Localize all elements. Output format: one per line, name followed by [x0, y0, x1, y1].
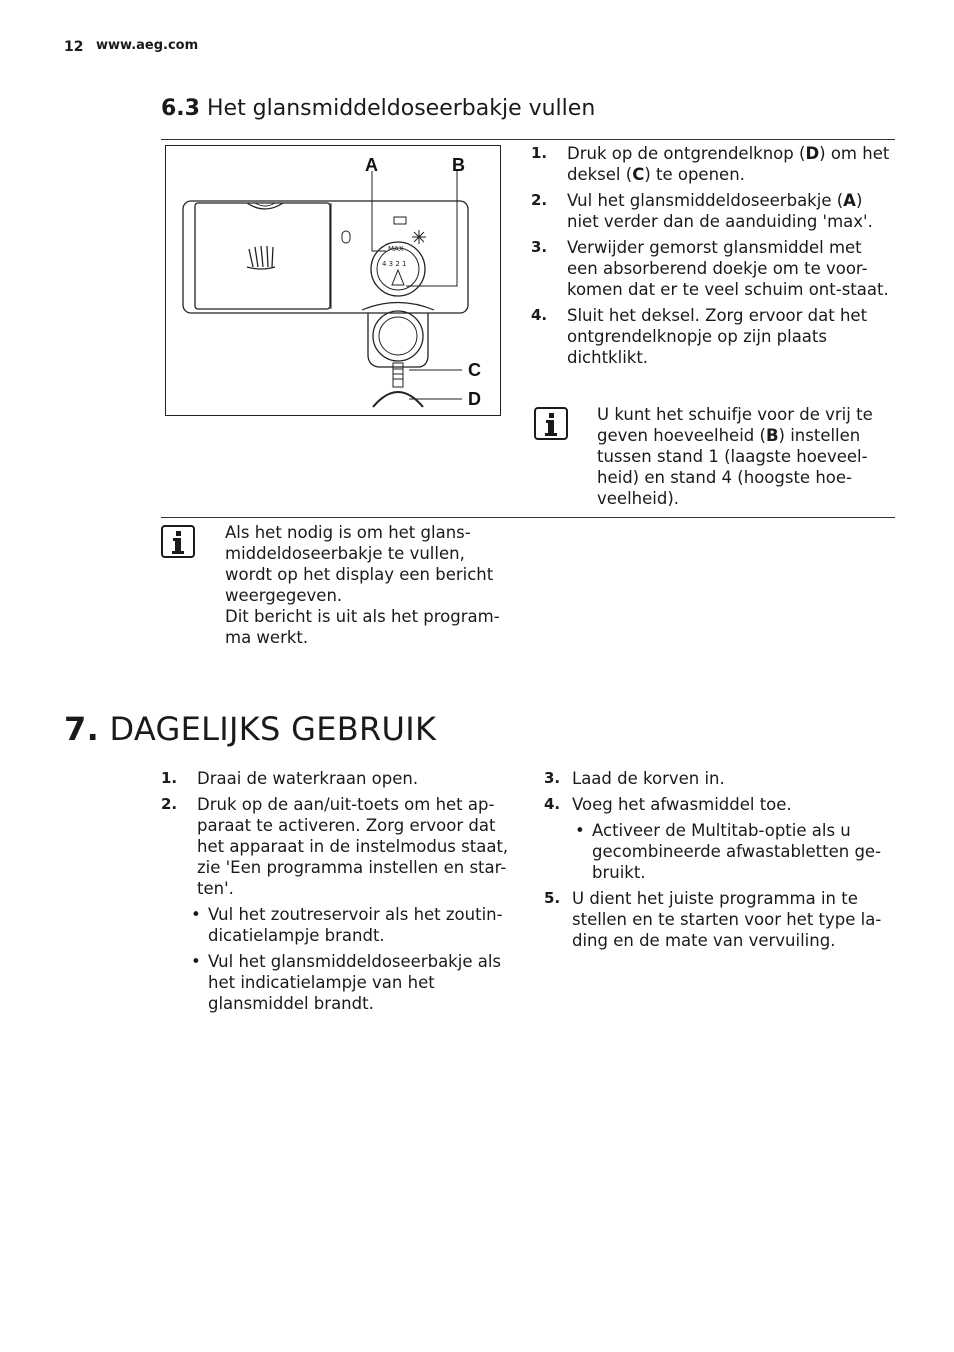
- label-a: A: [365, 155, 378, 175]
- label-b: B: [452, 155, 465, 175]
- section-title: [161, 96, 595, 121]
- max-marking: MAX: [388, 245, 404, 253]
- list-item: [531, 305, 891, 368]
- step-text: ) niet verder dan de aanduiding 'max'.: [567, 191, 873, 231]
- step-text: Druk op de aan/uit-toets om het ap-paraat te activeren. Zorg ervoor dat het apparaat in de instelmodus staat, zie 'Een programma instellen en star-ten'.: [197, 795, 509, 898]
- step-number: 4.: [531, 306, 548, 324]
- step-number: 1.: [531, 144, 548, 162]
- step-text: ) te openen.: [644, 165, 745, 184]
- label-d: D: [468, 389, 481, 409]
- key-b: B: [765, 426, 779, 445]
- list-item: [544, 768, 896, 789]
- list-item: [161, 768, 513, 789]
- steps-list: [161, 768, 513, 899]
- step-text: U dient het juiste programma in te stellen en te starten voor het type la-ding en de mate van vervuiling.: [572, 889, 882, 950]
- section-top-rule: [161, 139, 895, 140]
- info-icon: [534, 407, 568, 440]
- note-text: Dit bericht is uit als het program-ma werkt.: [225, 607, 500, 647]
- list-item: [531, 143, 891, 185]
- daily-use-right-column: [544, 768, 896, 956]
- key-d: D: [805, 144, 820, 163]
- step-number: 3.: [531, 238, 548, 256]
- bullet-list: [189, 904, 513, 1014]
- step-number: 2.: [161, 795, 178, 813]
- step-text: Verwijder gemorst glansmiddel met een absorberend doekje om te voor-komen dat er te veel schuim ont-staat.: [567, 238, 889, 299]
- info-note-dosage: [597, 404, 893, 509]
- note-text: Als het nodig is om het glans-middeldoseerbakje te vullen, wordt op het display een bericht weergegeven.: [225, 523, 494, 605]
- dial-scale: 4 3 2 1: [382, 260, 407, 268]
- step-text: ) om het deksel (: [567, 144, 890, 184]
- website-url: www.aeg.com: [96, 38, 199, 53]
- steps-list: [531, 143, 891, 368]
- list-item: [544, 794, 896, 815]
- step-number: 2.: [531, 191, 548, 209]
- rinse-aid-dispenser-figure: [165, 145, 501, 416]
- step-text: Voeg het afwasmiddel toe.: [572, 795, 792, 814]
- step-number: 5.: [544, 889, 561, 907]
- page-number: 12: [64, 39, 84, 55]
- key-c: C: [632, 165, 645, 184]
- bullet-list: [573, 820, 896, 883]
- list-item: [544, 888, 896, 951]
- chapter-title: [64, 710, 436, 748]
- label-c: C: [468, 360, 481, 380]
- section-steps: [531, 143, 891, 373]
- steps-list: [544, 768, 896, 815]
- note-text: U kunt het schuifje voor de vrij te geven hoeveelheid (: [597, 405, 873, 445]
- key-a: A: [843, 191, 856, 210]
- list-item: [531, 190, 891, 232]
- list-item: [161, 794, 513, 899]
- info-icon: [161, 525, 195, 558]
- bullet-item: • Vul het glansmiddeldoseerbakje als het indicatielampje van het glansmiddel brandt.: [189, 951, 513, 1014]
- chapter-number: 7.: [64, 710, 100, 748]
- bullet-item: • Vul het zoutreservoir als het zoutin-dicatielampje brandt.: [189, 904, 513, 946]
- dispenser-illustration: [165, 145, 501, 416]
- step-text: Vul het glansmiddeldoseerbakje (: [567, 191, 844, 210]
- section-number: 6.3: [161, 96, 200, 121]
- step-number: 3.: [544, 769, 561, 787]
- step-text: Laad de korven in.: [572, 769, 725, 788]
- step-text: Draai de waterkraan open.: [197, 769, 419, 788]
- step-text: Druk op de ontgrendelknop (: [567, 144, 806, 163]
- note-text: ) instellen tussen stand 1 (laagste hoeveel-heid) en stand 4 (hoogste hoe-veelheid).: [597, 426, 868, 508]
- step-text: Sluit het deksel. Zorg ervoor dat het ontgrendelknopje op zijn plaats dichtklikt.: [567, 306, 868, 367]
- section-title-text: Het glansmiddeldoseerbakje vullen: [206, 96, 596, 121]
- list-item: [531, 237, 891, 300]
- info-note-display: [225, 522, 513, 648]
- steps-list: [544, 888, 896, 951]
- daily-use-left-column: [161, 768, 513, 1019]
- section-bottom-rule: [161, 517, 895, 518]
- step-number: 4.: [544, 795, 561, 813]
- chapter-title-text: DAGELIJKS GEBRUIK: [109, 710, 437, 748]
- step-number: 1.: [161, 769, 178, 787]
- bullet-item: • Activeer de Multitab-optie als u gecombineerde afwastabletten ge-bruikt.: [573, 820, 896, 883]
